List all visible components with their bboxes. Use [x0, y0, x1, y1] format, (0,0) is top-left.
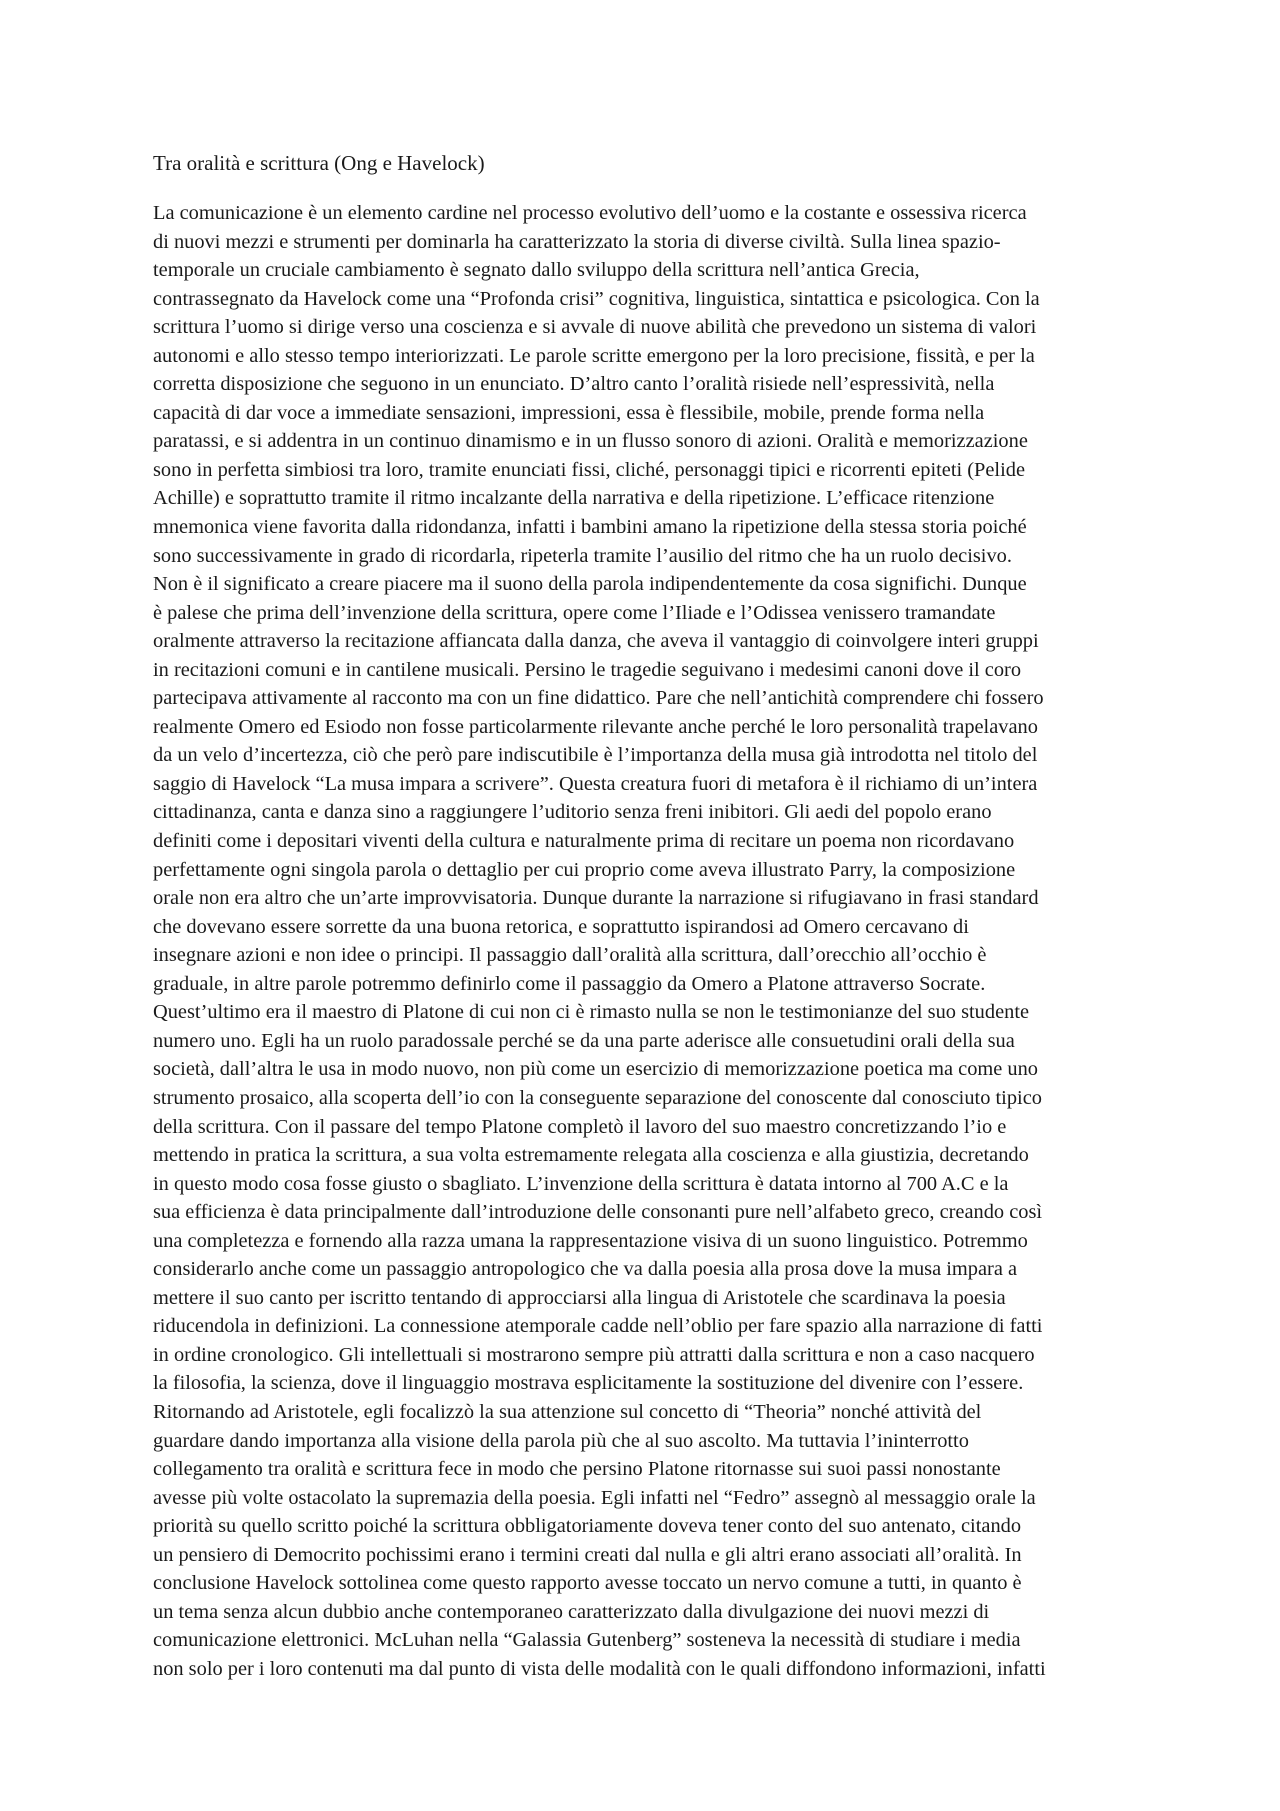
body-line: graduale, in altre parole potremmo definirlo come il passaggio da Omero a Platone attraverso Socrate. [153, 972, 986, 995]
body-line: oralmente attraverso la recitazione affiancata dalla danza, che aveva il vantaggio di coinvolgere interi gruppi [153, 630, 1039, 653]
body-line: comunicazione elettronici. McLuhan nella “Galassia Gutenberg” sosteneva la necessità di studiare i media [153, 1629, 1021, 1652]
body-line: cittadinanza, canta e danza sino a raggiungere l’uditorio senza freni inibitori. Gli aedi del popolo erano [153, 801, 992, 824]
body-line: in recitazioni comuni e in cantilene musicali. Persino le tragedie seguivano i medesimi canoni dove il coro [153, 658, 1022, 681]
body-line: avesse più volte ostacolato la supremazia della poesia. Egli infatti nel “Fedro” assegnò al messaggio orale la [153, 1486, 1036, 1509]
body-line: che dovevano essere sorrette da una buona retorica, e soprattutto ispirandosi ad Omero cercavano di [153, 915, 969, 938]
body-line: mnemonica viene favorita dalla ridondanza, infatti i bambini amano la ripetizione della stessa storia poiché [153, 516, 1027, 539]
body-line: scrittura l’uomo si dirige verso una coscienza e si avvale di nuove abilità che prevedono un sistema di valori [153, 316, 1037, 339]
body-line: riducendola in definizioni. La connessione atemporale cadde nell’oblio per fare spazio alla narrazione di fatti [153, 1315, 1043, 1338]
body-line: capacità di dar voce a immediate sensazioni, impressioni, essa è flessibile, mobile, prende forma nella [153, 401, 985, 424]
body-line: di nuovi mezzi e strumenti per dominarla ha caratterizzato la storia di diverse civiltà. Sulla linea spazio- [153, 230, 1001, 253]
body-line: collegamento tra oralità e scrittura fece in modo che persino Platone ritornasse sui suoi passi nonostante [153, 1458, 1001, 1481]
body-line: considerarlo anche come un passaggio antropologico che va dalla poesia alla prosa dove la musa impara a [153, 1258, 1018, 1281]
body-line: mettere il suo canto per iscritto tentando di approcciarsi alla lingua di Aristotele che scardinava la poesia [153, 1286, 1006, 1309]
body-line: Ritornando ad Aristotele, egli focalizzò la sua attenzione sul concetto di “Theoria” nonché attività del [153, 1400, 982, 1423]
body-line: La comunicazione è un elemento cardine nel processo evolutivo dell’uomo e la costante e ossessiva ricerca [153, 202, 1027, 224]
body-line: una completezza e fornendo alla razza umana la rappresentazione visiva di un suono linguistico. Potremmo [153, 1229, 1028, 1252]
body-line: corretta disposizione che seguono in un enunciato. D’altro canto l’oralità risiede nell’espressività, nella [153, 373, 995, 396]
body-line: priorità su quello scritto poiché la scrittura obbligatoriamente doveva tener conto del suo antenato, citando [153, 1515, 1022, 1538]
body-line: della scrittura. Con il passare del tempo Platone completò il lavoro del suo maestro concretizzando l’io e [153, 1115, 1007, 1138]
body-line: non solo per i loro contenuti ma dal punto di vista delle modalità con le quali diffondono informazioni, infatti [153, 1657, 1046, 1680]
body-line: Non è il significato a creare piacere ma il suono della parola indipendentemente da cosa significhi. Dunque [153, 573, 1027, 596]
body-line: in ordine cronologico. Gli intellettuali si mostrarono sempre più attratti dalla scrittura e non a caso nacquero [153, 1343, 1035, 1366]
body-line: numero uno. Egli ha un ruolo paradossale perché se da una parte aderisce alle consuetudini orali della sua [153, 1029, 1015, 1052]
body-line: partecipava attivamente al racconto ma con un fine didattico. Pare che nell’antichità comprendere chi fossero [153, 687, 1044, 710]
document-body [153, 199, 1143, 1683]
body-line: società, dall’altra le usa in modo nuovo, non più come un esercizio di memorizzazione poetica ma come uno [153, 1058, 1038, 1081]
body-line: la filosofia, la scienza, dove il linguaggio mostrava esplicitamente la sostituzione del divenire con l’essere. [153, 1372, 1024, 1395]
document-title: Tra oralità e scrittura (Ong e Havelock) [153, 151, 485, 175]
body-line: contrassegnato da Havelock come una “Profonda crisi” cognitiva, linguistica, sintattica e psicologica. Con la [153, 287, 1040, 310]
body-line: perfettamente ogni singola parola o dettaglio per cui proprio come aveva illustrato Parry, la composizione [153, 858, 1016, 881]
body-line: Achille) e soprattutto tramite il ritmo incalzante della narrativa e della ripetizione. L’efficace ritenzione [153, 487, 995, 510]
body-line: un tema senza alcun dubbio anche contemporaneo caratterizzato dalla divulgazione dei nuovi mezzi di [153, 1600, 990, 1623]
body-line: insegnare azioni e non idee o principi. Il passaggio dall’oralità alla scrittura, dall’orecchio all’occhio è [153, 944, 987, 967]
body-line: sua efficienza è data principalmente dall’introduzione delle consonanti pure nell’alfabeto greco, creando così [153, 1201, 1043, 1224]
body-line: da un velo d’incertezza, ciò che però pare indiscutibile è l’importanza della musa già introdotta nel titolo del [153, 744, 1038, 767]
body-line: sono in perfetta simbiosi tra loro, tramite enunciati fissi, cliché, personaggi tipici e ricorrenti epiteti (Pelide [153, 458, 1026, 481]
body-line: in questo modo cosa fosse giusto o sbagliato. L’invenzione della scrittura è datata intorno al 700 A.C e la [153, 1172, 1009, 1195]
body-line: mettendo in pratica la scrittura, a sua volta estremamente relegata alla coscienza e alla giustizia, decretando [153, 1144, 1029, 1167]
body-line: realmente Omero ed Esiodo non fosse particolarmente rilevante anche perché le loro personalità trapelavano [153, 715, 1038, 738]
body-line: definiti come i depositari viventi della cultura e naturalmente prima di recitare un poema non ricordavano [153, 830, 1015, 853]
body-line: è palese che prima dell’invenzione della scrittura, opere come l’Iliade e l’Odissea venissero tramandate [153, 601, 996, 624]
body-line: sono successivamente in grado di ricordarla, ripeterla tramite l’ausilio del ritmo che ha un ruolo decisivo. [153, 544, 1012, 567]
body-line: paratassi, e si addentra in un continuo dinamismo e in un flusso sonoro di azioni. Oralità e memorizzazione [153, 430, 1028, 453]
body-line: temporale un cruciale cambiamento è segnato dallo sviluppo della scrittura nell’antica Grecia, [153, 259, 920, 282]
body-line: conclusione Havelock sottolinea come questo rapporto avesse toccato un nervo comune a tutti, in quanto è [153, 1572, 1022, 1595]
body-line: orale non era altro che un’arte improvvisatoria. Dunque durante la narrazione si rifugiavano in frasi standard [153, 887, 1039, 910]
body-line: un pensiero di Democrito pochissimi erano i termini creati dal nulla e gli altri erano associati all’oralità. In [153, 1543, 1022, 1566]
body-line: guardare dando importanza alla visione della parola più che al suo ascolto. Ma tuttavia l’ininterrotto [153, 1429, 969, 1452]
body-line: saggio di Havelock “La musa impara a scrivere”. Questa creatura fuori di metafora è il richiamo di un’intera [153, 772, 1038, 795]
body-line: Quest’ultimo era il maestro di Platone di cui non ci è rimasto nulla se non le testimonianze del suo studente [153, 1001, 1030, 1024]
body-line: strumento prosaico, alla scoperta dell’io con la conseguente separazione del conoscente dal conosciuto tipico [153, 1086, 1042, 1109]
body-line: autonomi e allo stesso tempo interiorizzati. Le parole scritte emergono per la loro precisione, fissità, e per la [153, 344, 1035, 367]
